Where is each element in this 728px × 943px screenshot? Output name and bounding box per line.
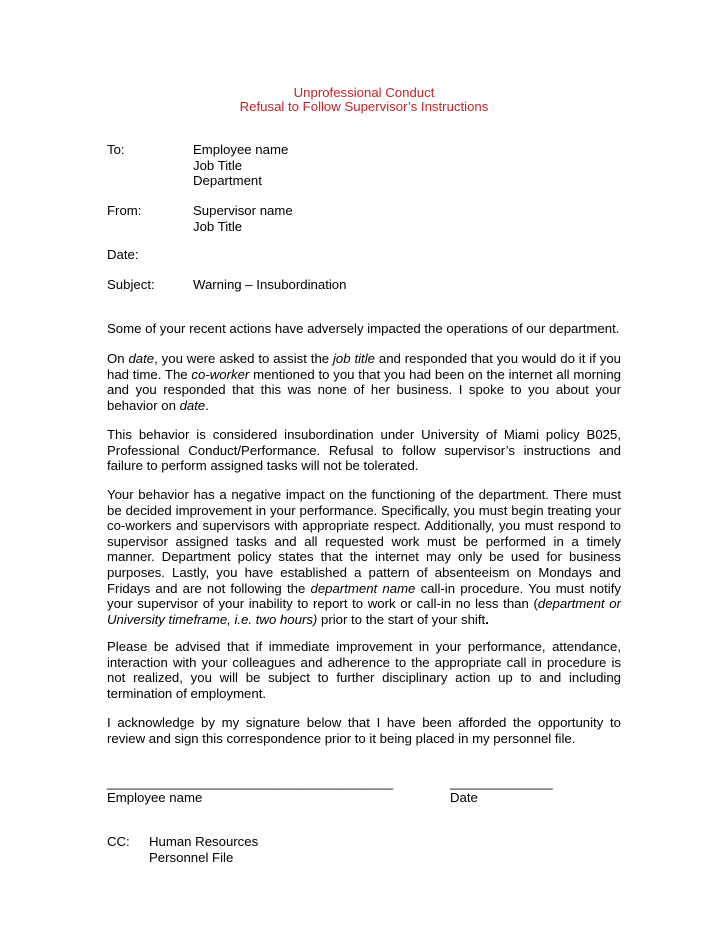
employee-signature-line: _______________________________________ (107, 775, 394, 790)
to-line: Department (193, 173, 262, 189)
date-label: Date: (107, 247, 139, 262)
document-subtitle: Refusal to Follow Supervisor’s Instructions (239, 99, 489, 114)
to-line: Job Title (193, 157, 243, 173)
paragraph-1 (107, 321, 621, 337)
paragraph-3 (107, 427, 621, 474)
to-line: Employee name (193, 142, 289, 157)
paragraph-6 (107, 715, 621, 746)
subject-label: Subject: (107, 277, 155, 292)
subject-value: Warning – Insubordination (193, 277, 347, 292)
document-title: Unprofessional Conduct (293, 85, 435, 100)
from-line: Supervisor name (193, 203, 293, 218)
paragraph-text: Your behavior has a negative impact on the functioning of the department. There must be decided improvement in your performance. Specifically, you must begin treating your co-workers and supervisors with appropriate respect. Additionally, you must respond to supervisor assigned tasks and all requested work must be performed in a timely manner. Department policy states that the internet may only be used for business purposes. Lastly, you have established a pattern of absenteeism on Mondays and Fridays and are not following the department name call-in procedure. You must notify your supervisor of your inability to report to work or call-in no less than (department or University timeframe, i.e. two hours) prior to the start of your shift. (107, 487, 621, 627)
to-label: To: (107, 142, 125, 157)
paragraph-text: This behavior is considered insubordination under University of Miami policy B025, Professional Conduct/Performance. Refusal to follow supervisor’s instructions and failure to perform assigned tasks will not be tolerated. (107, 427, 621, 474)
signature-date-label: Date (450, 790, 478, 805)
paragraph-2 (107, 351, 621, 413)
paragraph-text: Please be advised that if immediate improvement in your performance, attendance, interaction with your colleagues and adherence to the appropriate call in procedure is not realized, you will be subject to further disciplinary action up to and including termination of employment. (107, 639, 621, 701)
from-line: Job Title (193, 218, 243, 234)
date-signature-line: ______________ (450, 775, 553, 790)
from-label: From: (107, 203, 142, 218)
cc-label: CC: (107, 834, 130, 849)
cc-recipient: Human Resources (149, 834, 259, 849)
paragraph-text: I acknowledge by my signature below that I have been afforded the opportunity to review and sign this correspondence prior to it being placed in my personnel file. (107, 715, 621, 746)
cc-recipient: Personnel File (149, 849, 234, 865)
paragraph-text: Some of your recent actions have adversely impacted the operations of our department. (107, 321, 620, 336)
paragraph-5 (107, 639, 621, 701)
paragraph-text: On date, you were asked to assist the job title and responded that you would do it if you had time. The co-worker mentioned to you that you had been on the internet all morning and you responded that this was none of her business. I spoke to you about your behavior on date. (107, 351, 621, 413)
paragraph-4 (107, 487, 621, 627)
employee-name-label: Employee name (107, 790, 203, 805)
